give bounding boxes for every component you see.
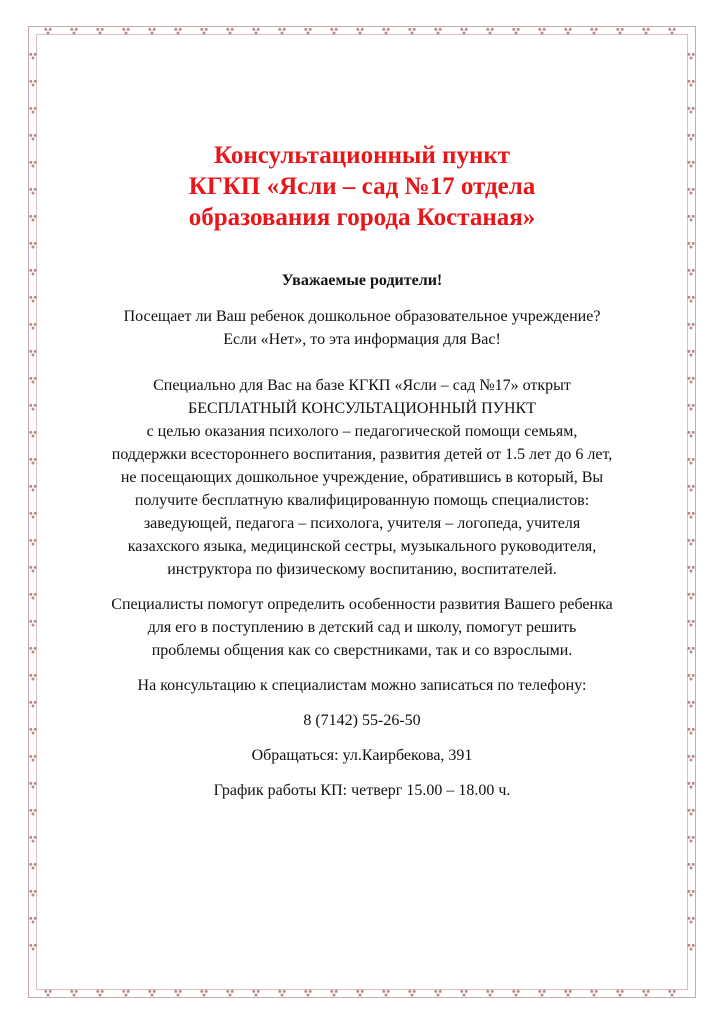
- border-dot-cluster: [538, 990, 545, 997]
- border-dot-cluster: [96, 990, 103, 997]
- border-dot-cluster: [174, 28, 181, 35]
- announcement-line: заведующей, педагога – психолога, учителя – логопеда, учителя: [143, 515, 581, 532]
- border-dot-cluster: [29, 80, 36, 87]
- border-dot-cluster: [44, 990, 51, 997]
- border-dot-cluster: [29, 728, 36, 735]
- border-dot-cluster: [29, 674, 36, 681]
- border-dot-cluster: [29, 755, 36, 762]
- border-dot-cluster: [687, 80, 694, 87]
- border-dot-cluster: [590, 28, 597, 35]
- border-dot-cluster: [642, 28, 649, 35]
- border-dot-cluster: [29, 134, 36, 141]
- border-dot-cluster: [564, 990, 571, 997]
- border-dot-cluster: [148, 28, 155, 35]
- border-dot-cluster: [408, 990, 415, 997]
- border-dot-cluster: [29, 539, 36, 546]
- title-line: Консультационный пункт: [213, 142, 511, 169]
- border-dot-cluster: [687, 890, 694, 897]
- announcement-line: поддержки всестороннего воспитания, развития детей от 1.5 лет до 6 лет,: [111, 446, 613, 463]
- border-dot-cluster: [382, 28, 389, 35]
- border-dot-cluster: [29, 107, 36, 114]
- border-dot-cluster: [278, 28, 285, 35]
- address-text: Обращаться: ул.Каирбекова, 391: [251, 747, 473, 764]
- border-dot-cluster: [29, 350, 36, 357]
- border-dot-cluster: [687, 782, 694, 789]
- announcement-line: получите бесплатную квалифицированную помощь специалистов:: [134, 492, 590, 509]
- border-dot-cluster: [29, 458, 36, 465]
- border-dot-cluster: [29, 620, 36, 627]
- border-dot-cluster: [122, 28, 129, 35]
- border-dot-cluster: [687, 53, 694, 60]
- announcement-line: инструктора по физическому воспитанию, воспитателей.: [167, 561, 557, 578]
- border-dot-cluster: [687, 161, 694, 168]
- border-dot-cluster: [512, 990, 519, 997]
- border-dot-cluster: [29, 377, 36, 384]
- border-dot-cluster: [687, 107, 694, 114]
- specialists-line: для его в поступлению в детский сад и школу, помогут решить: [147, 619, 577, 636]
- border-dot-cluster: [687, 215, 694, 222]
- border-dot-cluster: [29, 890, 36, 897]
- border-dot-cluster: [70, 990, 77, 997]
- specialists-paragraph: [80, 593, 644, 662]
- border-dot-cluster: [687, 728, 694, 735]
- border-dot-cluster: [687, 377, 694, 384]
- border-dot-cluster: [382, 990, 389, 997]
- border-dot-cluster: [687, 539, 694, 546]
- announcement-line: БЕСПЛАТНЫЙ КОНСУЛЬТАЦИОННЫЙ ПУНКТ: [188, 400, 536, 417]
- border-dot-cluster: [226, 990, 233, 997]
- border-dot-cluster: [687, 863, 694, 870]
- border-dot-cluster: [29, 53, 36, 60]
- border-dot-cluster: [687, 566, 694, 573]
- border-dot-cluster: [687, 944, 694, 951]
- border-dot-cluster: [538, 28, 545, 35]
- border-dot-cluster: [29, 215, 36, 222]
- border-dot-cluster: [148, 990, 155, 997]
- border-dot-cluster: [687, 323, 694, 330]
- border-dot-cluster: [564, 28, 571, 35]
- border-dot-cluster: [687, 917, 694, 924]
- specialists-line: Специалисты помогут определить особенности развития Вашего ребенка: [111, 596, 613, 613]
- border-dot-cluster: [590, 990, 597, 997]
- border-dot-cluster: [687, 188, 694, 195]
- border-dot-cluster: [687, 431, 694, 438]
- document-title: [80, 140, 644, 233]
- title-line: КГКП «Ясли – сад №17 отдела: [188, 173, 536, 200]
- border-dot-cluster: [29, 404, 36, 411]
- border-dot-cluster: [278, 990, 285, 997]
- border-dot-cluster: [356, 28, 363, 35]
- border-dot-cluster: [304, 28, 311, 35]
- border-dot-cluster: [330, 990, 337, 997]
- document-content: [80, 140, 644, 802]
- border-dot-cluster: [29, 188, 36, 195]
- border-dot-cluster: [29, 269, 36, 276]
- border-dot-cluster: [687, 485, 694, 492]
- border-dot-cluster: [252, 28, 259, 35]
- border-dot-cluster: [687, 809, 694, 816]
- border-dot-cluster: [687, 701, 694, 708]
- border-dot-cluster: [668, 28, 675, 35]
- border-dot-cluster: [29, 485, 36, 492]
- border-dot-cluster: [29, 782, 36, 789]
- border-dot-cluster: [642, 990, 649, 997]
- title-line: образования города Костаная»: [188, 204, 536, 231]
- border-dot-cluster: [96, 28, 103, 35]
- border-dot-cluster: [200, 990, 207, 997]
- border-dot-cluster: [29, 512, 36, 519]
- schedule-text: График работы КП: четверг 15.00 – 18.00 ч.: [213, 782, 511, 799]
- border-dot-cluster: [200, 28, 207, 35]
- border-dot-cluster: [687, 755, 694, 762]
- border-dot-cluster: [687, 674, 694, 681]
- border-dot-cluster: [687, 404, 694, 411]
- border-dot-cluster: [304, 990, 311, 997]
- border-dot-cluster: [122, 990, 129, 997]
- border-dot-cluster: [29, 566, 36, 573]
- border-dot-cluster: [687, 134, 694, 141]
- border-dot-cluster: [687, 512, 694, 519]
- border-dot-cluster: [512, 28, 519, 35]
- border-dot-cluster: [29, 863, 36, 870]
- border-dot-cluster: [29, 701, 36, 708]
- border-dot-cluster: [434, 990, 441, 997]
- border-dot-cluster: [29, 917, 36, 924]
- border-dot-cluster: [616, 28, 623, 35]
- greeting: Уважаемые родители!: [281, 272, 443, 289]
- border-dot-cluster: [687, 647, 694, 654]
- border-dot-cluster: [616, 990, 623, 997]
- announcement-line: не посещающих дошкольное учреждение, обратившись в который, Вы: [120, 469, 604, 486]
- border-dot-cluster: [486, 990, 493, 997]
- border-dot-cluster: [70, 28, 77, 35]
- specialists-line: проблемы общения как со сверстниками, так и со взрослыми.: [151, 642, 573, 659]
- announcement-line: казахского языка, медицинской сестры, музыкального руководителя,: [127, 538, 597, 555]
- border-dot-cluster: [408, 28, 415, 35]
- border-dot-cluster: [687, 296, 694, 303]
- border-dot-cluster: [687, 836, 694, 843]
- border-dot-cluster: [29, 593, 36, 600]
- intro-line: Если «Нет», то эта информация для Вас!: [223, 331, 501, 348]
- border-dot-cluster: [460, 28, 467, 35]
- border-dot-cluster: [668, 990, 675, 997]
- border-dot-cluster: [174, 990, 181, 997]
- border-dot-cluster: [29, 431, 36, 438]
- border-dot-cluster: [460, 990, 467, 997]
- border-dot-cluster: [687, 242, 694, 249]
- intro-paragraph: [80, 305, 644, 351]
- announcement-paragraph: [80, 374, 644, 581]
- border-dot-cluster: [29, 323, 36, 330]
- phone-number: 8 (7142) 55-26-50: [303, 712, 421, 729]
- border-dot-cluster: [29, 242, 36, 249]
- border-dot-cluster: [434, 28, 441, 35]
- border-dot-cluster: [687, 593, 694, 600]
- border-dot-cluster: [29, 809, 36, 816]
- announcement-line: Специально для Вас на базе КГКП «Ясли – сад №17» открыт: [153, 377, 571, 394]
- border-dot-cluster: [687, 458, 694, 465]
- border-dot-cluster: [330, 28, 337, 35]
- border-dot-cluster: [29, 836, 36, 843]
- border-dot-cluster: [252, 990, 259, 997]
- border-dot-cluster: [29, 647, 36, 654]
- border-dot-cluster: [486, 28, 493, 35]
- border-dot-cluster: [687, 350, 694, 357]
- border-dot-cluster: [226, 28, 233, 35]
- border-dot-cluster: [29, 161, 36, 168]
- border-dot-cluster: [29, 296, 36, 303]
- border-dot-cluster: [44, 28, 51, 35]
- border-dot-cluster: [29, 944, 36, 951]
- announcement-line: с целью оказания психолого – педагогической помощи семьям,: [146, 423, 578, 440]
- intro-line: Посещает ли Ваш ребенок дошкольное образовательное учреждение?: [123, 308, 601, 325]
- border-dot-cluster: [687, 620, 694, 627]
- border-dot-cluster: [356, 990, 363, 997]
- border-dot-cluster: [687, 269, 694, 276]
- signup-text: На консультацию к специалистам можно записаться по телефону:: [137, 677, 587, 694]
